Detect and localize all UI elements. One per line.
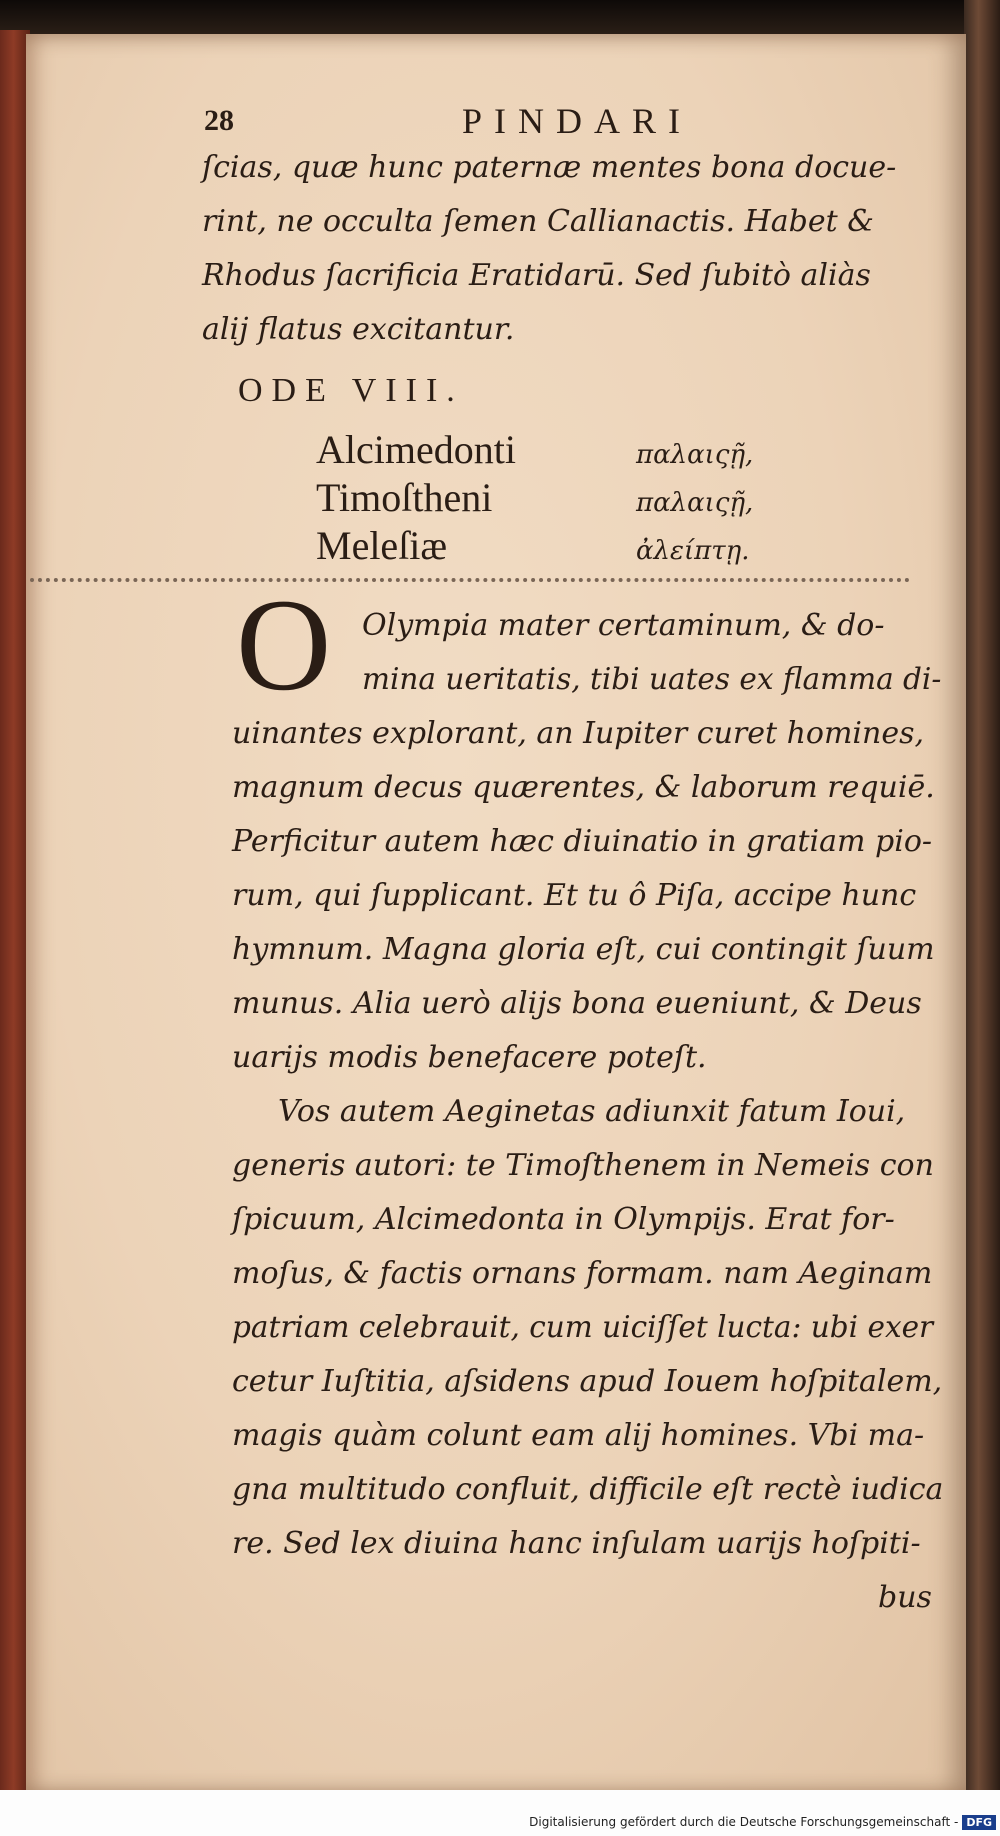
victor-name: Meleſiæ [316, 523, 448, 568]
credit-text: Digitalisierung gefördert durch die Deutsche Forschungsgemeinschaft - [529, 1815, 959, 1829]
text-line: rint, ne occulta ſemen Callianactis. Habet & [202, 204, 874, 239]
catchword: bus [878, 1580, 932, 1615]
text-line: Vos autem Aeginetas adiunxit fatum Ioui, [278, 1094, 906, 1129]
text-line: mina ueritatis, tibi uates ex flamma di- [362, 662, 942, 696]
text-line: cetur Iuſtitia, aſsidens apud Iouem hoſpitalem, [232, 1364, 943, 1399]
text-line: Rhodus ſacrificia Eratidarū. Sed ſubitò aliàs [202, 258, 871, 293]
digitization-credit [529, 1815, 996, 1830]
text-line: hymnum. Magna gloria eſt, cui contingit ſuum [232, 932, 935, 967]
page-number: 28 [204, 104, 234, 137]
text-line: magnum decus quærentes, & laborum requiē. [232, 770, 935, 805]
victor-event-greek: ἀλείπτῃ. [636, 536, 750, 566]
victor-event-greek: παλαιςῇ, [636, 440, 754, 470]
text-line: generis autori: te Timoſthenem in Nemeis con [232, 1148, 934, 1183]
text-line: rum, qui ſupplicant. Et tu ô Piſa, accipe hunc [232, 878, 917, 913]
text-line: ſcias, quæ hunc paternæ mentes bona docue- [202, 150, 897, 185]
drop-capital: O [236, 571, 332, 718]
victor-name: Timoſtheni [316, 475, 493, 520]
victor-event-greek: παλαιςῇ, [636, 488, 754, 518]
text-line: ſpicuum, Alcimedonta in Olympijs. Erat for- [232, 1202, 895, 1237]
scan-top-border [0, 0, 1000, 34]
dfg-logo: DFG [962, 1815, 996, 1830]
text-line: gna multitudo confluit, difficile eſt rectè iudica [232, 1472, 944, 1507]
running-title: PINDARI [462, 101, 693, 141]
ode-heading: ODE VIII. [238, 372, 464, 409]
text-line: Perficitur autem hæc diuinatio in gratiam pio- [232, 824, 933, 859]
text-line: re. Sed lex diuina hanc inſulam uarijs hoſpiti- [232, 1526, 921, 1561]
text-line: munus. Alia uerò alijs bona eueniunt, & Deus [232, 986, 922, 1021]
book-page-edges [964, 0, 1000, 1800]
text-line: patriam celebrauit, cum uiciſſet lucta: ubi exer [232, 1310, 934, 1344]
text-line: magis quàm colunt eam alij homines. Vbi ma- [232, 1418, 925, 1453]
text-line: moſus, & factis ornans formam. nam Aeginam [232, 1256, 933, 1291]
victor-name: Alcimedonti [316, 427, 516, 472]
running-head [204, 100, 764, 150]
text-line: alij flatus excitantur. [202, 312, 515, 347]
dotted-rule [30, 578, 910, 582]
text-line: uarijs modis benefacere poteſt. [232, 1040, 707, 1075]
text-line: uinantes explorant, an Iupiter curet homines, [232, 716, 925, 751]
text-line: Olympia mater certaminum, & do- [362, 608, 885, 643]
